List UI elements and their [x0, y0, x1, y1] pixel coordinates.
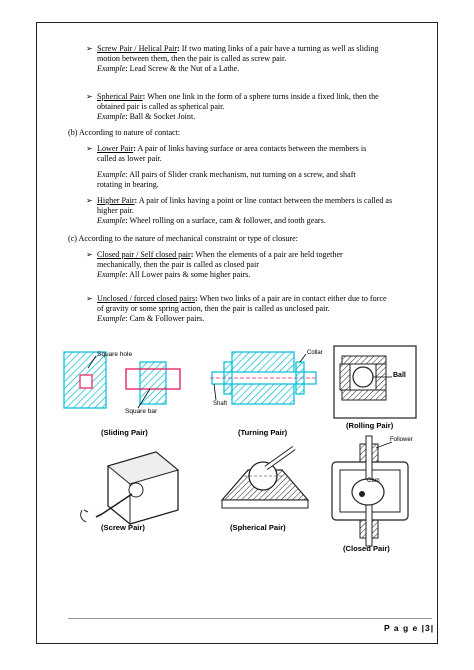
lower-pair-definition: Lower Pair: A pair of links having surface or area contacts between the members is called as lower pair. Example: All pairs of Slider crank mechanism, nut turning on a screw, and shaft rotating in bearing. — [97, 144, 367, 189]
spherical-pair-definition: Spherical Pair: When one link in the form of a sphere turns inside a fixed link, then the obtained pair is called as spherical pair. Example: Ball & Socket Joint. — [97, 92, 379, 121]
collar — [296, 362, 304, 394]
bullet-arrow-icon: ➢ — [86, 250, 93, 259]
bullet-arrow-icon: ➢ — [86, 294, 93, 303]
screw-pair-title: Screw Pair / Helical Pair — [97, 44, 178, 53]
sliding-pair-caption: (Sliding Pair) — [101, 428, 148, 437]
spherical-pair-title: Spherical Pair — [97, 92, 143, 101]
cam-label: Cam — [367, 478, 380, 484]
bullet-arrow-icon: ➢ — [86, 92, 93, 101]
closed-pair-title: Closed pair / Self closed pair — [97, 250, 191, 259]
rolling-pair-caption: (Rolling Pair) — [346, 421, 394, 430]
shaft-label: Shaft — [213, 401, 228, 407]
section-b-heading: (b) According to nature of contact: — [68, 128, 181, 137]
page-number: P a g e |3| — [384, 623, 435, 633]
square-hole — [80, 375, 92, 388]
spherical-pair-caption: (Spherical Pair) — [230, 523, 286, 532]
section-c-heading: (c) According to the nature of mechanical constraint or type of closure: — [68, 234, 298, 243]
square-bar-label: Square bar — [125, 408, 158, 415]
closed-pair-drawing — [332, 436, 408, 546]
bullet-arrow-icon: ➢ — [86, 144, 93, 153]
bullet-arrow-icon: ➢ — [86, 196, 93, 205]
rolling-pair-drawing — [334, 346, 416, 418]
higher-pair-definition: Higher Pair: A pair of links having a point or line contact between the members is called as higher pair. Example: Wheel rolling on a surface, cam & follower, and tooth gears. — [97, 196, 393, 225]
spherical-pair-drawing — [222, 448, 308, 508]
sliding-block-side — [140, 362, 166, 404]
screw-pair-drawing — [81, 452, 178, 524]
square-hole-label: Square hole — [97, 351, 133, 358]
sliding-pair-drawing — [64, 352, 180, 408]
lower-pair-title: Lower Pair — [97, 144, 134, 153]
collar-label: Collar — [307, 350, 323, 356]
closed-pair-definition: Closed pair / Self closed pair: When the elements of a pair are held together mechanically, then the pair is called as closed pair Example: All Lower pairs & some higher pairs. — [97, 250, 343, 279]
higher-pair-title: Higher Pair — [97, 196, 135, 205]
unclosed-pair-definition: Unclosed / forced closed pairs: When two links of a pair are in contact either due to force of gravity or some spring action, then the pair is called as unclosed pair. Example: Cam & Follower pairs. — [97, 294, 387, 323]
ball-label: Ball — [393, 372, 406, 379]
follower-label: Follower — [390, 437, 413, 443]
closed-pair-caption: (Closed Pair) — [343, 544, 390, 553]
ball — [353, 367, 373, 387]
turning-pair-drawing — [210, 352, 318, 404]
footer-rule — [68, 618, 432, 619]
screw-pair-caption: (Screw Pair) — [101, 523, 145, 532]
bullet-arrow-icon: ➢ — [86, 44, 93, 53]
turning-pair-caption: (Turning Pair) — [238, 428, 288, 437]
unclosed-pair-title: Unclosed / forced closed pairs — [97, 294, 195, 303]
screw-pair-definition: Screw Pair / Helical Pair: If two mating links of a pair have a turning as well as sliding motion between them, then the pair is called as screw pair. Example: Lead Screw & the Nut of a Lathe. — [97, 44, 379, 73]
